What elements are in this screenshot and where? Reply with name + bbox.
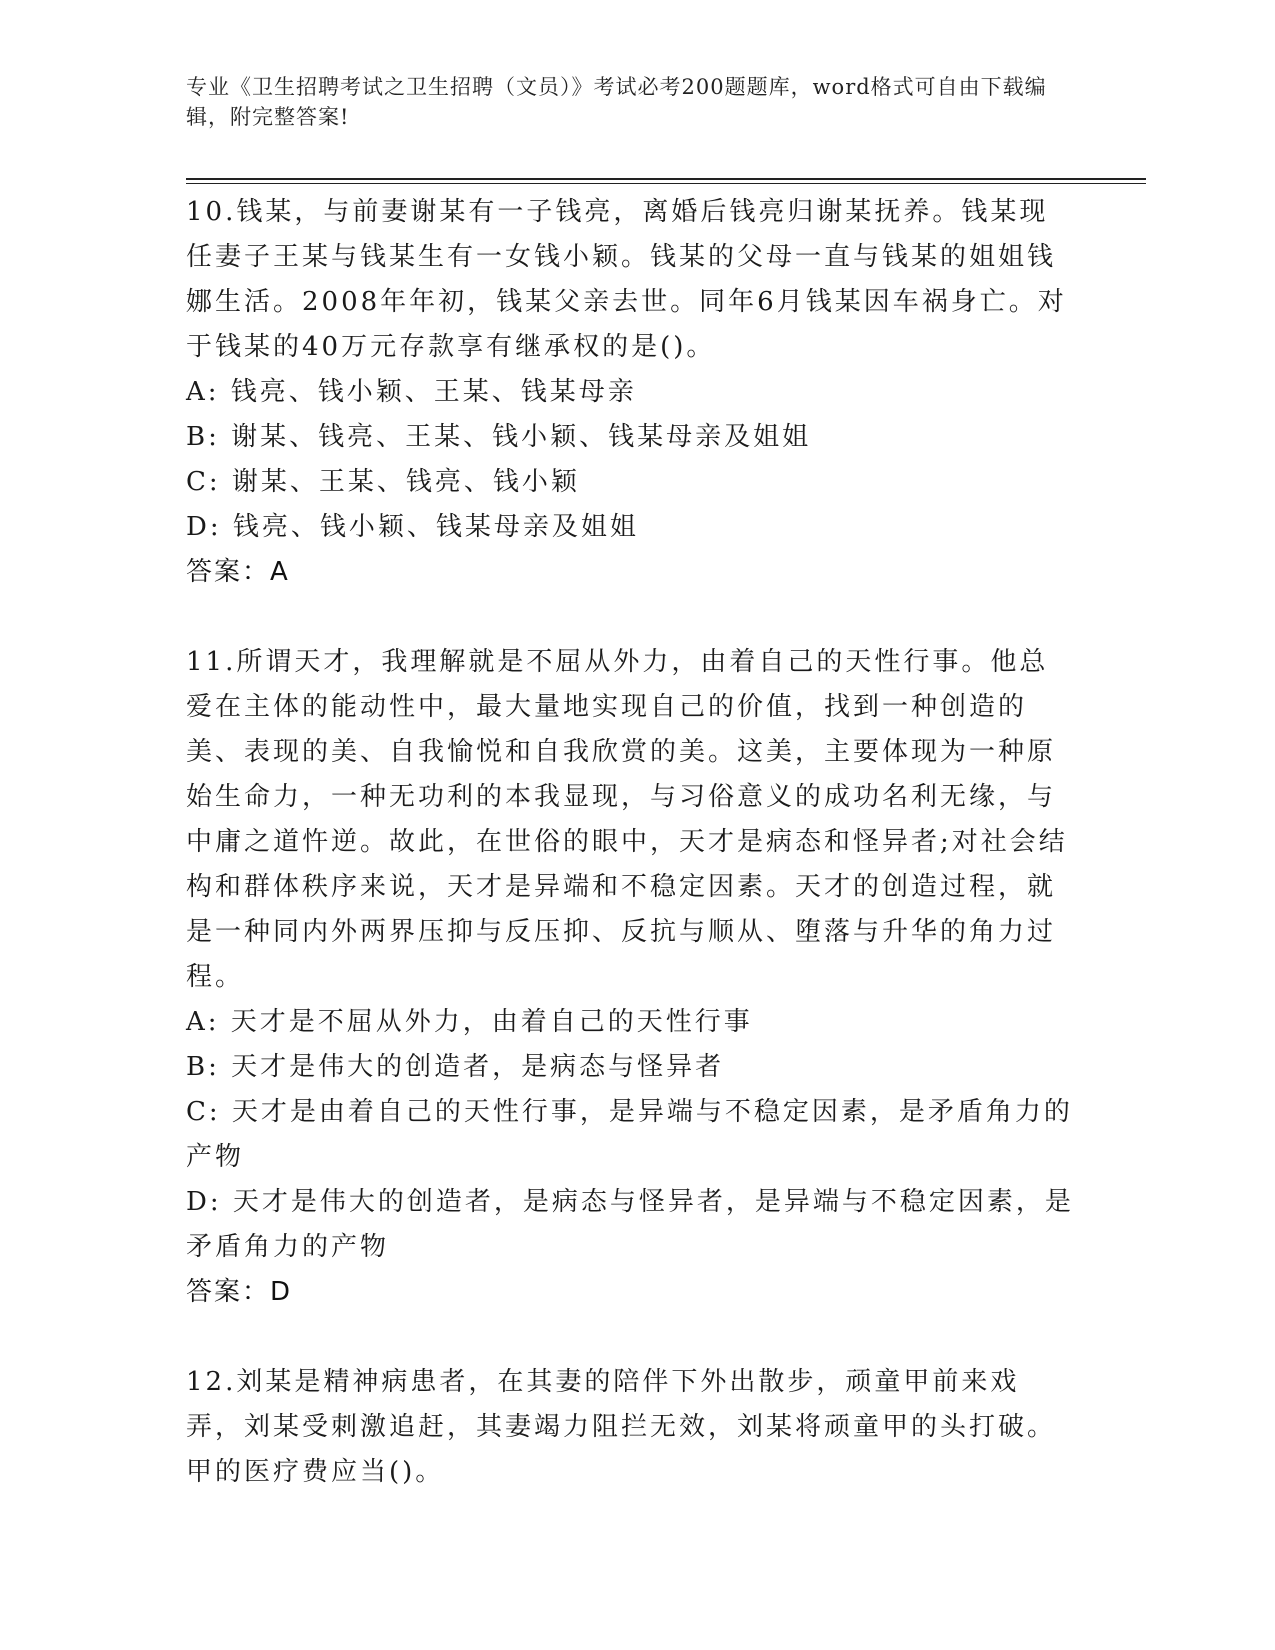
option-b: B: 谢某、钱亮、王某、钱小颖、钱某母亲及姐姐 (186, 422, 812, 452)
question-text: 12.刘某是精神病患者，在其妻的陪伴下外出散步，顽童甲前来戏弄，刘某受刺激追赶，其妻竭力阻拦无效，刘某将顽童甲的头打破。甲的医疗费应当()。 (186, 1367, 1057, 1487)
spacer (186, 595, 1076, 640)
spacer (186, 1315, 1076, 1360)
question-text: 10.钱某，与前妻谢某有一子钱亮，离婚后钱亮归谢某抚养。钱某现任妻子王某与钱某生有一女钱小颖。钱某的父母一直与钱某的姐姐钱娜生活。2008年年初，钱某父亲去世。同年6月钱某因车祸身亡。对于钱某的40万元存款享有继承权的是()。 (186, 197, 1067, 362)
answer-line: 答案：D (186, 1277, 293, 1307)
option-b: B: 天才是伟大的创造者，是病态与怪异者 (186, 1052, 725, 1082)
option-a: A: 天才是不屈从外力，由着自己的天性行事 (186, 1007, 753, 1037)
option-d: D: 钱亮、钱小颖、钱某母亲及姐姐 (186, 512, 639, 542)
answer-line: 答案：A (186, 557, 290, 587)
header-divider-thin (186, 183, 1146, 184)
option-c: C: 天才是由着自己的天性行事，是异端与不稳定因素，是矛盾角力的产物 (186, 1097, 1073, 1172)
question-11 (186, 640, 1076, 1315)
option-c: C: 谢某、王某、钱亮、钱小颖 (186, 467, 580, 497)
question-list (186, 190, 1076, 1495)
option-a: A: 钱亮、钱小颖、王某、钱某母亲 (186, 377, 637, 407)
question-12 (186, 1360, 1076, 1495)
header-divider (186, 178, 1146, 180)
question-text: 11.所谓天才，我理解就是不屈从外力，由着自己的天性行事。他总爱在主体的能动性中，最大量地实现自己的价值，找到一种创造的美、表现的美、自我愉悦和自我欣赏的美。这美，主要体现为一种原始生命力，一种无功利的本我显现，与习俗意义的成功名利无缘，与中庸之道忤逆。故此，在世俗的眼中，天才是病态和怪异者;对社会结构和群体秩序来说，天才是异端和不稳定因素。天才的创造过程，就是一种同内外两界压抑与反压抑、反抗与顺从、堕落与升华的角力过程。 (186, 647, 1068, 992)
document-header: 专业《卫生招聘考试之卫生招聘（文员）》考试必考200题题库，word格式可自由下载编辑，附完整答案! (186, 75, 1047, 129)
question-10 (186, 190, 1076, 595)
option-d: D: 天才是伟大的创造者，是病态与怪异者，是异端与不稳定因素，是矛盾角力的产物 (186, 1187, 1074, 1262)
